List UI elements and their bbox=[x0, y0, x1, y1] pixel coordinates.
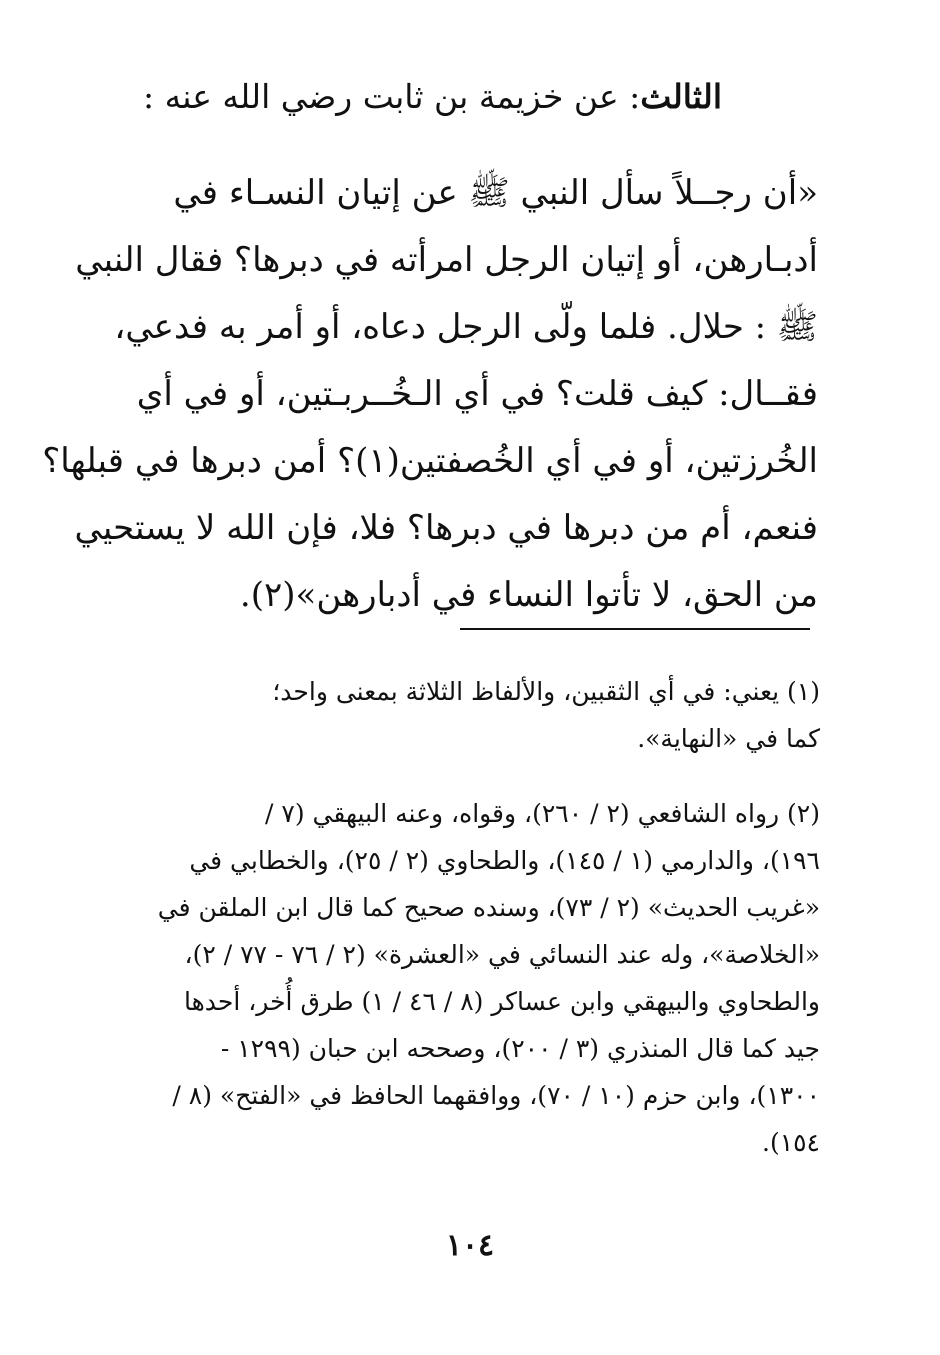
hadith-line: أدبـارهن، أو إتيان الرجل امرأته في دبرها؟ فقال النبي bbox=[75, 240, 818, 280]
heading-lead: الثالث bbox=[640, 77, 722, 116]
footnote-line: (١) يعني: في أي الثقبين، والألفاظ الثلاثة بمعنى واحد؛ bbox=[272, 677, 820, 706]
footnote-line: (٢) رواه الشافعي (٢ / ٢٦٠)، وقواه، وعنه البيهقي (٧ / bbox=[265, 799, 820, 828]
page-number: ١٠٤ bbox=[445, 1228, 495, 1263]
hadith-line: «أن رجــلاً سأل النبي ﷺ عن إتيان النسـاء في bbox=[173, 173, 818, 213]
footnote-divider bbox=[460, 628, 810, 630]
hadith-text bbox=[42, 160, 818, 629]
heading-rest: : عن خزيمة بن ثابت رضي الله عنه : bbox=[142, 77, 641, 116]
hadith-line: فقــال: كيف قلت؟ في أي الـخُــربـتين، أو في أي bbox=[136, 374, 818, 414]
section-heading bbox=[102, 72, 722, 122]
hadith-line: فنعم، أم من دبرها في دبرها؟ فلا، فإن الله لا يستحيي bbox=[74, 508, 818, 548]
footnote-line: جيد كما قال المنذري (٣ / ٢٠٠)، وصححه ابن حبان (١٢٩٩ - bbox=[220, 1034, 820, 1063]
footnote-1 bbox=[118, 668, 820, 762]
footnote-line: ١٥٤). bbox=[762, 1128, 820, 1157]
hadith-line: من الحق، لا تأتوا النساء في أدبارهن»(٢). bbox=[239, 575, 818, 615]
footnote-line: كما في «النهاية». bbox=[637, 724, 820, 753]
hadith-line: ﷺ : حلال. فلما ولّى الرجل دعاه، أو أمر به فدعي، bbox=[114, 307, 818, 347]
hadith-line: الخُرزتين، أو في أي الخُصفتين(١)؟ أمن دبرها في قبلها؟ bbox=[42, 441, 818, 481]
footnote-line: ١٩٦)، والدارمي (١ / ١٤٥)، والطحاوي (٢ / ٢٥)، والخطابي في bbox=[189, 846, 820, 875]
footnotes bbox=[118, 668, 820, 1166]
footnote-2 bbox=[118, 790, 820, 1166]
footnote-line: «الخلاصة»، وله عند النسائي في «العشرة» (٢ / ٧٦ - ٧٧ / ٢)، bbox=[184, 940, 820, 969]
footnote-line: ١٣٠٠)، وابن حزم (١٠ / ٧٠)، ووافقهما الحافظ في «الفتح» (٨ / bbox=[172, 1081, 820, 1110]
footnote-line: «غريب الحديث» (٢ / ٧٣)، وسنده صحيح كما قال ابن الملقن في bbox=[157, 893, 820, 922]
footnote-line: والطحاوي والبيهقي وابن عساكر (٨ / ٤٦ / ١) طرق أُخر، أحدها bbox=[183, 987, 820, 1016]
